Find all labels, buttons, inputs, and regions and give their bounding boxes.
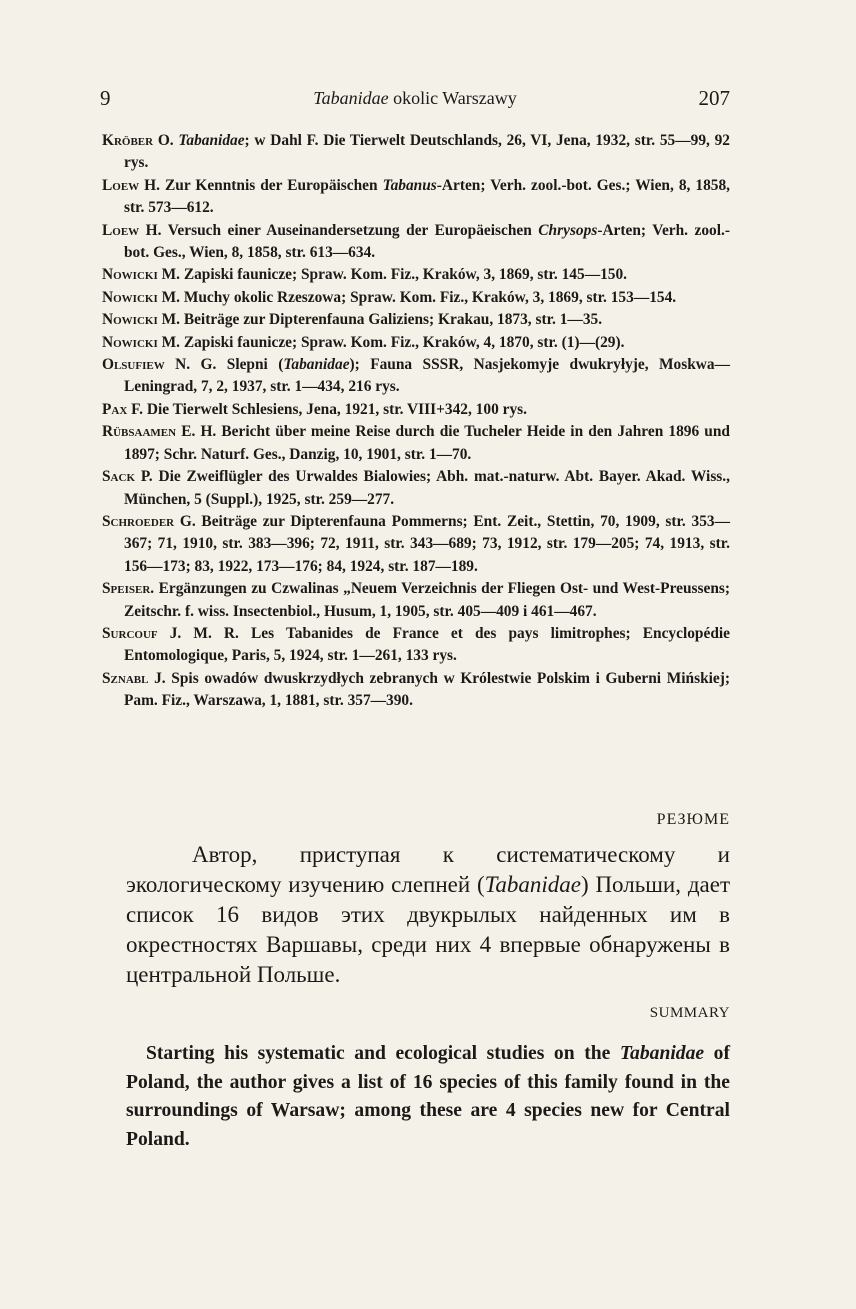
reference-taxon: Tabanus [382, 176, 437, 194]
reference-entry [102, 175, 730, 220]
reference-entry [102, 578, 730, 623]
summary-text-part-1: Starting his systematic and ecological studies on the [146, 1043, 620, 1064]
resume-text [126, 840, 730, 990]
reference-text: Slepni ( [216, 356, 284, 374]
reference-text: Beiträge zur Dipterenfauna Pommerns; Ent. Zeit., Stettin, 70, 1909, str. 353—367; 71, 1910, str. 383—396; 72, 1911, str. 343—689; 73, 1912, str. 179—205; 74, 1913, str. 156—173; 83, 1922, 173—176; 84, 1924, str. 187—189. [124, 512, 730, 575]
reference-text-end: -Arten; Verh. zool.-bot. Ges., Wien, 8, 1858, str. 613—634. [124, 221, 730, 262]
reference-text-end: ); Fauna SSSR, Nasjekomyje dwukryłyje, Moskwa—Leningrad, 7, 2, 1937, str. 1—434, 216 rys. [124, 356, 731, 396]
resume-heading: РЕЗЮМЕ [656, 811, 730, 828]
reference-author: Speiser. [102, 580, 155, 598]
reference-author: Olsufiew N. G. [102, 356, 217, 374]
reference-author: Surcouf J. M. R. [102, 624, 239, 642]
reference-text: Versuch einer Auseinandersetzung der Europäeischen [161, 221, 539, 239]
page-number: 207 [698, 86, 730, 110]
reference-author: Nowicki M. [102, 333, 180, 351]
reference-text: Spis owadów dwuskrzydłych zebranych w Królestwie Polskim i Guberni Mińskiej; Pam. Fiz., Warszawa, 1, 1881, str. 357—390. [124, 669, 730, 710]
reference-author: Nowicki M. [102, 266, 180, 284]
reference-taxon: Tabanidae [283, 356, 350, 374]
reference-author: Nowicki M. [102, 311, 180, 329]
reference-author: Kröber O. [102, 132, 174, 149]
reference-text: Die Tierwelt Schlesiens, Jena, 1921, str. VIII+342, 100 rys. [142, 400, 527, 418]
reference-entry [102, 354, 730, 399]
resume-text-part-2: ) Польши, дает список 16 видов этих двукрылых найденных им в окрестностях Варшавы, среди них 4 впервые обнаружены в центральной Польше. [126, 872, 731, 987]
running-title-rest: okolic Warszawy [388, 88, 517, 108]
reference-entry [102, 332, 730, 354]
reference-entry [102, 466, 730, 511]
reference-text: Beiträge zur Dipterenfauna Galiziens; Krakau, 1873, str. 1—35. [179, 311, 603, 329]
reference-author: Pax F. [102, 400, 143, 418]
reference-text-end: -Arten; Verh. zool.-bot. Ges.; Wien, 8, 1858, str. 573—612. [124, 176, 730, 217]
reference-taxon: Chrysops [538, 221, 598, 239]
reference-text: Zapiski faunicze; Spraw. Kom. Fiz., Kraków, 3, 1869, str. 145—150. [179, 266, 628, 284]
reference-text: Ergänzungen zu Czwalinas „Neuem Verzeichnis der Fliegen Ost- und West-Preussens; Zeitschr. f. wiss. Insectenbiol., Husum, 1, 1905, str. 405—409 i 461—467. [124, 580, 730, 620]
reference-taxon: Tabanidae [178, 132, 245, 149]
reference-author: Sznabl J. [102, 669, 166, 687]
resume-text-taxon: Tabanidae [484, 872, 581, 897]
reference-entry [102, 399, 730, 421]
reference-author: Sack P. [102, 468, 153, 486]
reference-entry [102, 287, 730, 309]
reference-entry [102, 264, 730, 286]
reference-list [102, 130, 730, 713]
reference-text-end: ; w Dahl F. Die Tierwelt Deutschlands, 26, VI, Jena, 1932, str. 55—99, 92 rys. [124, 132, 730, 172]
reference-entry [102, 668, 730, 713]
reference-entry [102, 309, 730, 331]
summary-heading: SUMMARY [649, 1005, 730, 1021]
reference-author: Loew H. [102, 176, 160, 194]
running-head [100, 86, 730, 116]
running-title [100, 88, 730, 109]
summary-text-part-2: of Poland, the author gives a list of 16 species of this family found in the surroundings of Warsaw; among these are 4 species new for Central Poland. [126, 1043, 730, 1150]
reference-author: Nowicki M. [102, 288, 180, 306]
sheet-number: 9 [100, 86, 111, 110]
reference-text: Les Tabanides de France et des pays limitrophes; Encyclopédie Entomologique, Paris, 5, 1924, str. 1—261, 133 rys. [124, 624, 730, 665]
reference-entry [102, 623, 730, 668]
reference-author: Rübsaamen E. H. [102, 423, 217, 441]
reference-text: Muchy okolic Rzeszowa; Spraw. Kom. Fiz., Kraków, 3, 1869, str. 153—154. [179, 288, 677, 306]
reference-text: Bericht über meine Reise durch die Tucheler Heide in den Jahren 1896 und 1897; Schr. Naturf. Ges., Danzig, 10, 1901, str. 1—70. [124, 423, 730, 463]
reference-author: Schroeder G. [102, 512, 196, 530]
reference-author: Loew H. [102, 221, 162, 239]
reference-entry [102, 421, 730, 466]
reference-text: Zapiski faunicze; Spraw. Kom. Fiz., Kraków, 4, 1870, str. (1)—(29). [179, 333, 625, 351]
reference-text: Die Zweiflügler des Urwaldes Bialowies; Abh. mat.-naturw. Abt. Bayer. Akad. Wiss., München, 5 (Suppl.), 1925, str. 259—277. [124, 468, 730, 508]
summary-text-taxon: Tabanidae [619, 1043, 705, 1064]
reference-text: Zur Kenntnis der Europäischen [159, 176, 383, 194]
reference-entry [102, 511, 730, 578]
resume-text-part-1: Автор, приступая к систематическому и экологическому изучению слепней ( [126, 842, 730, 897]
reference-entry [102, 130, 730, 175]
reference-entry [102, 220, 730, 265]
summary-text [126, 1040, 730, 1154]
running-title-genus: Tabanidae [313, 88, 389, 108]
